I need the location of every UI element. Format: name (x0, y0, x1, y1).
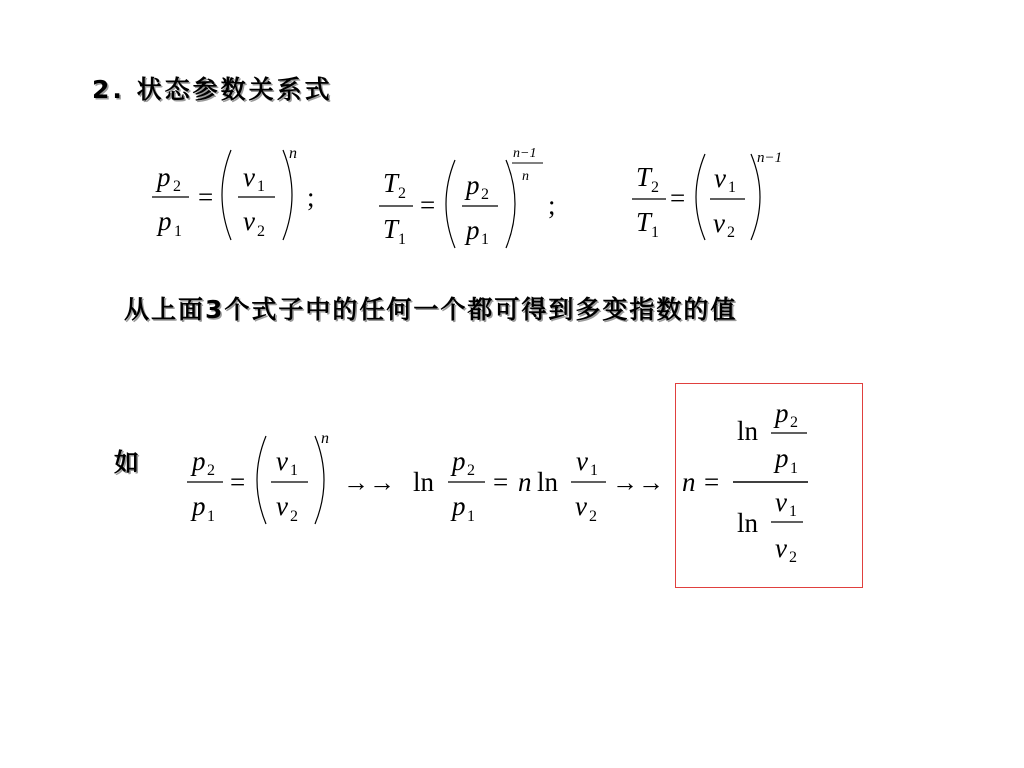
step1-rhs-num-sub: 1 (290, 462, 298, 479)
eq3-lhs-den-sub: 1 (651, 224, 659, 241)
step1-lhs-den: p (192, 491, 206, 521)
section-title: 状态参数关系式 (136, 75, 333, 104)
eq2-rhs-den: p (466, 215, 480, 245)
result-num-den: p (775, 443, 789, 473)
eq3-exponent: n−1 (757, 150, 783, 166)
result-den-den: v (775, 533, 787, 563)
eq2-separator: ; (548, 190, 556, 220)
result-den-num: v (775, 487, 787, 517)
eq2-rhs-num-sub: 2 (481, 186, 489, 203)
eq3-rhs-num: v (714, 163, 726, 193)
eq2-exp-den: n (522, 169, 529, 184)
result-num-num-sub: 2 (790, 414, 798, 431)
eq1-exponent: n (289, 145, 297, 162)
eq1-lhs-den: p (158, 206, 172, 236)
section-number: 2. (92, 75, 125, 104)
eq1-rhs-num: v (243, 162, 255, 192)
eq2-exp-num: n−1 (513, 146, 537, 161)
step1-exponent: n (321, 430, 329, 447)
step2-lhs-den-sub: 1 (467, 508, 475, 525)
eq2-rhs-num: p (466, 170, 480, 200)
step2-lhs-den: p (452, 491, 466, 521)
eq1-rhs-den: v (243, 206, 255, 236)
step2-coefficient: n (518, 467, 532, 497)
step1-lhs-num-sub: 2 (207, 462, 215, 479)
eq1-separator: ; (307, 182, 315, 212)
eq2-equals: = (420, 190, 436, 220)
eq3-lhs-num: T (636, 162, 652, 192)
step1-lhs-num: p (192, 446, 206, 476)
result-highlight-box (675, 383, 863, 588)
eq1-rhs-num-sub: 1 (257, 178, 265, 195)
result-den-den-sub: 2 (789, 549, 797, 566)
result-equals: = (704, 467, 720, 497)
step2-rhs-den: v (575, 491, 587, 521)
derivation-arrow-2: →→ (612, 468, 664, 497)
step2-ln-right: ln (537, 467, 559, 497)
step2-rhs-den-sub: 2 (589, 508, 597, 525)
eq2-lhs-num: T (383, 168, 399, 198)
step2-rhs-num: v (576, 446, 588, 476)
derivation-step2 (413, 446, 606, 525)
step1-rhs-den: v (276, 491, 288, 521)
step1-right-paren (315, 436, 324, 524)
statement-text: 从上面3个式子中的任何一个都可得到多变指数的值 (124, 295, 738, 324)
step2-lhs-num: p (452, 446, 466, 476)
eq3-rhs-den: v (713, 208, 725, 238)
eq1-lhs-den-sub: 1 (174, 223, 182, 240)
result-num-den-sub: 1 (790, 460, 798, 477)
example-label: 如 (114, 448, 140, 477)
eq3-rhs-den-sub: 2 (727, 224, 735, 241)
eq2-lhs-den-sub: 1 (398, 231, 406, 248)
eq3-equals: = (670, 183, 686, 213)
result-num-num: p (775, 398, 789, 428)
eq1-rhs-den-sub: 2 (257, 223, 265, 240)
step1-rhs-num: v (276, 446, 288, 476)
derivation-step1 (187, 430, 329, 525)
eq2-lhs-den: T (383, 214, 399, 244)
eq2-rhs-den-sub: 1 (481, 231, 489, 248)
result-den-num-sub: 1 (789, 503, 797, 520)
eq1-lhs-num-sub: 2 (173, 178, 181, 195)
step1-lhs-den-sub: 1 (207, 508, 215, 525)
eq1-equals: = (198, 182, 214, 212)
step2-ln-left: ln (413, 467, 435, 497)
step2-rhs-num-sub: 1 (590, 462, 598, 479)
eq2-lhs-num-sub: 2 (398, 185, 406, 202)
step1-rhs-den-sub: 2 (290, 508, 298, 525)
result-den-ln: ln (737, 508, 759, 538)
step1-equals: = (230, 467, 246, 497)
step2-lhs-num-sub: 2 (467, 462, 475, 479)
step2-equals: = (493, 467, 509, 497)
result-num-ln: ln (737, 416, 759, 446)
eq1-lhs-num: p (157, 162, 171, 192)
eq3-lhs-num-sub: 2 (651, 179, 659, 196)
eq3-lhs-den: T (636, 207, 652, 237)
derivation-arrow-1: →→ (343, 468, 395, 497)
result-variable: n (682, 467, 696, 497)
eq3-rhs-num-sub: 1 (728, 179, 736, 196)
step1-left-paren (257, 436, 266, 524)
